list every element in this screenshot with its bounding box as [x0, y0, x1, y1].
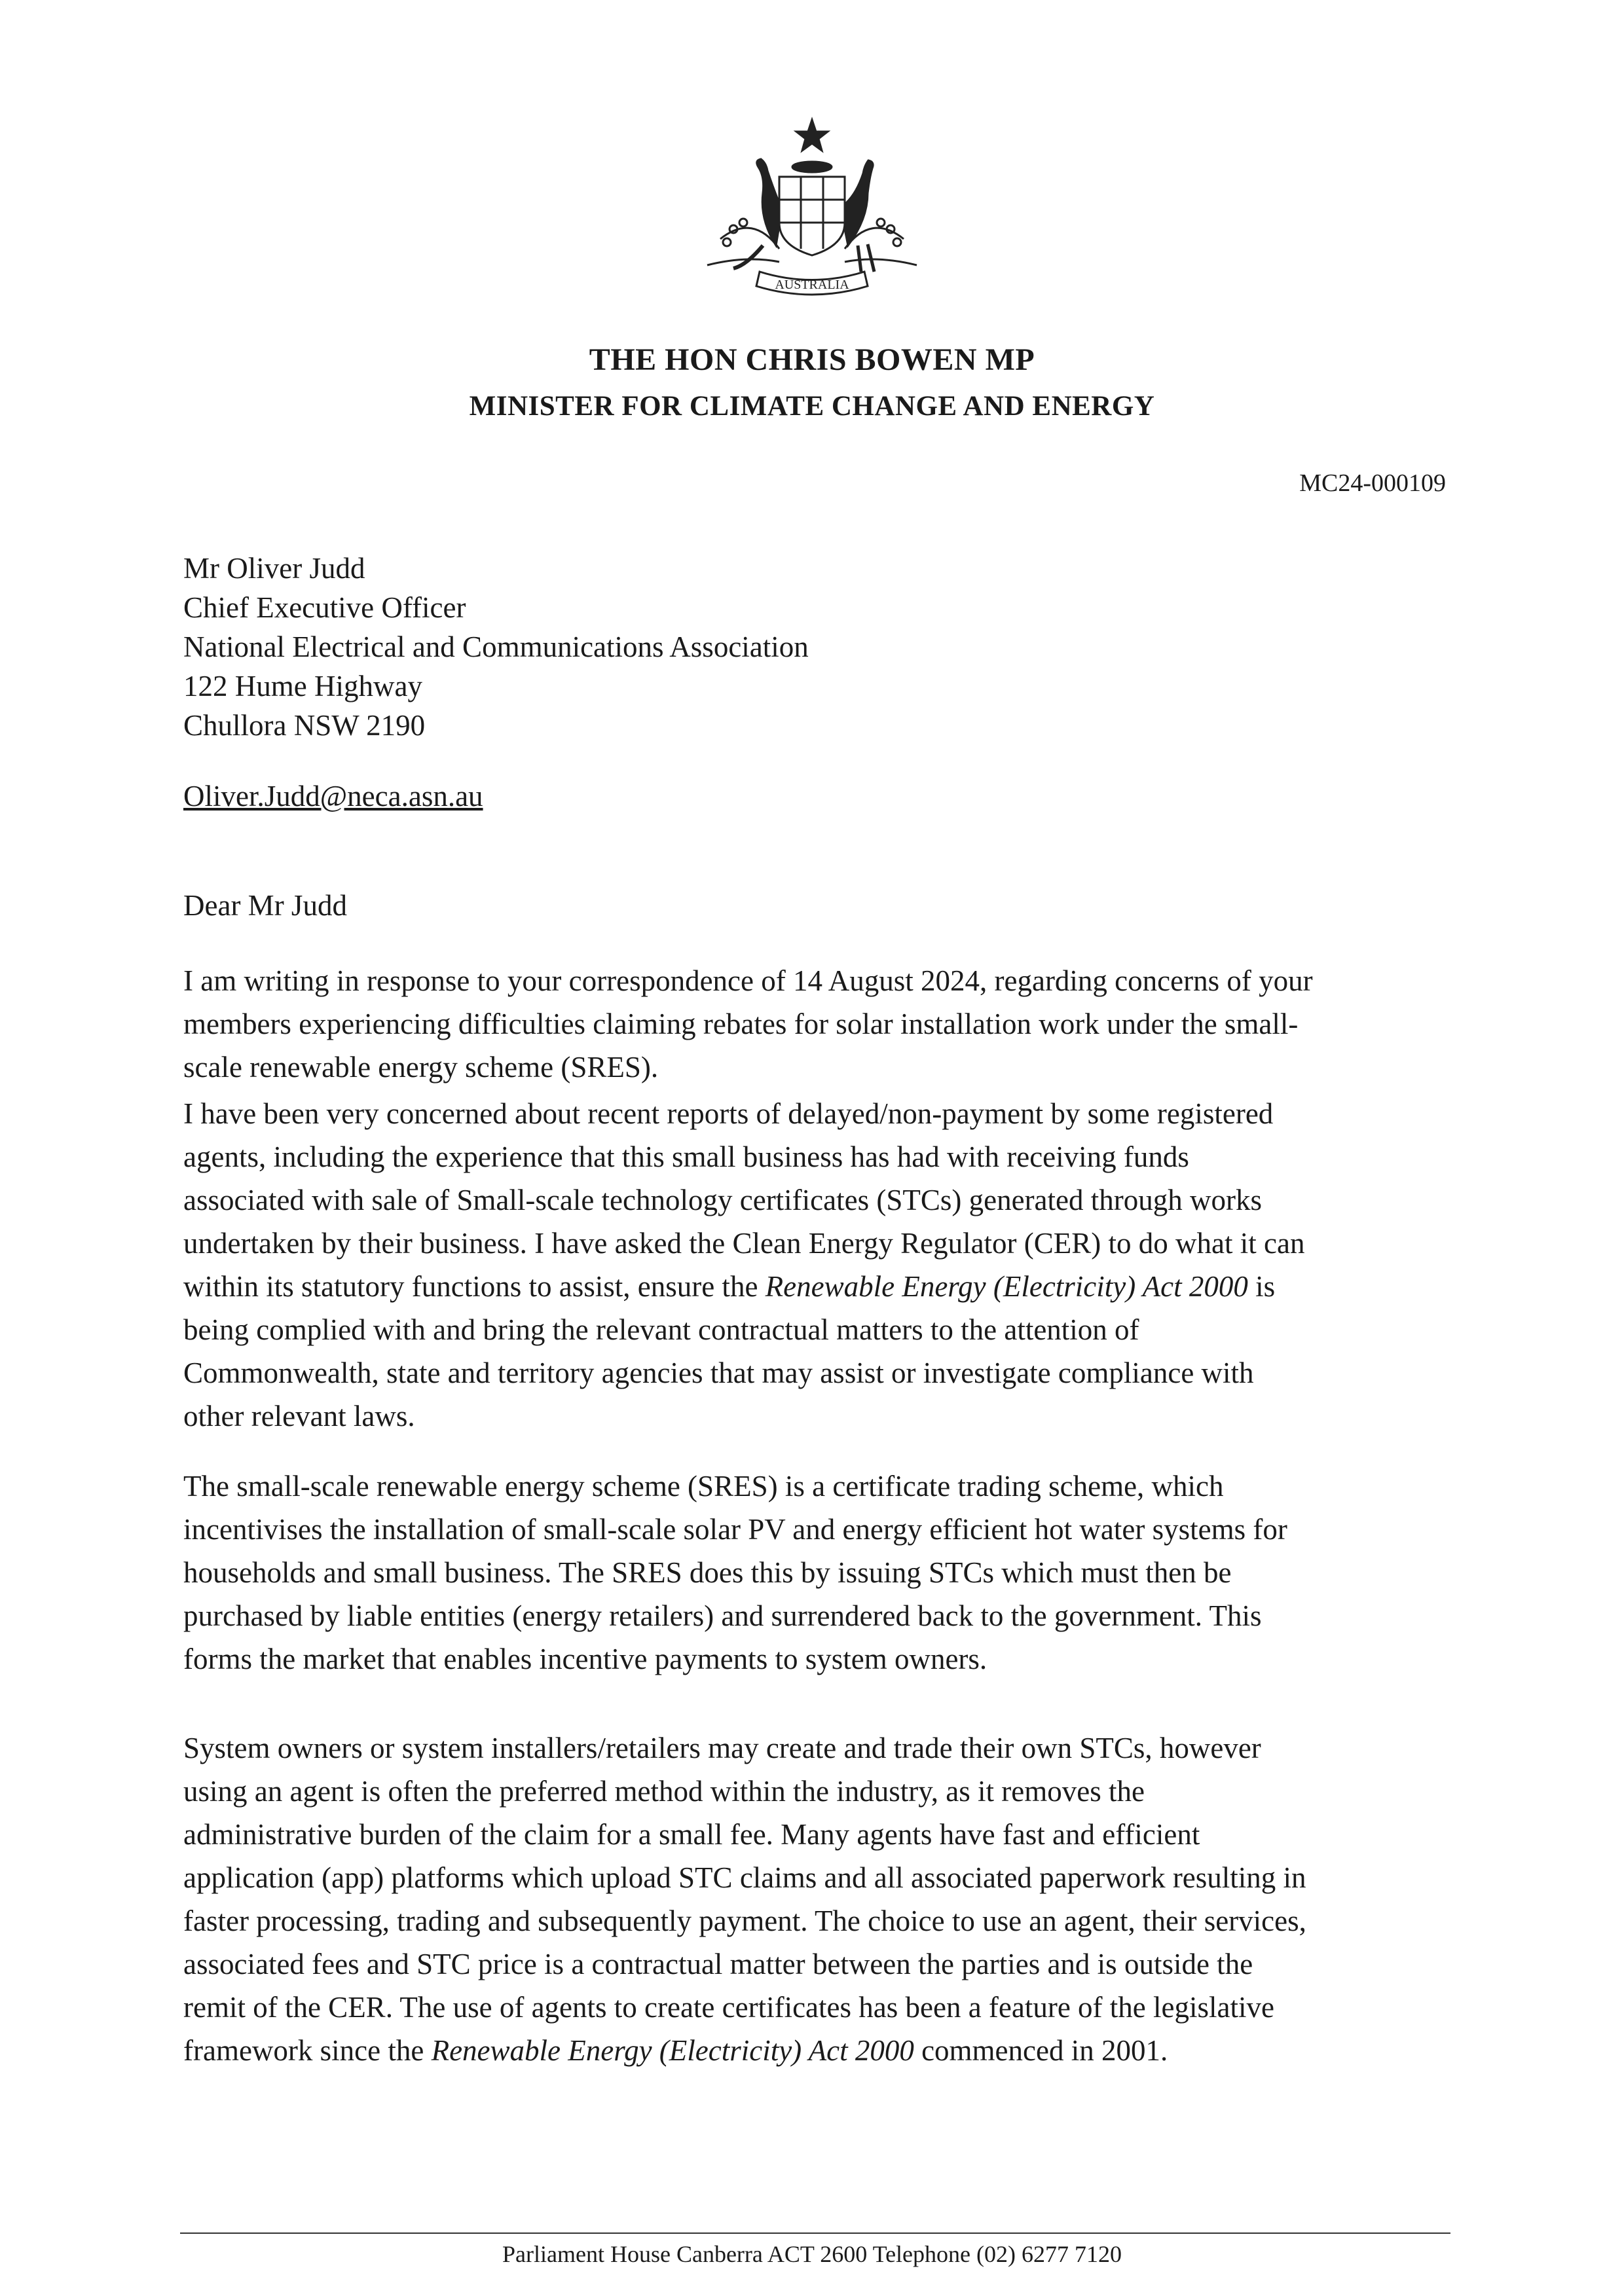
text-line: application (app) platforms which upload STC claims and all associated paperwork resulting in — [183, 1861, 1306, 1894]
text-line: other relevant laws. — [183, 1400, 415, 1432]
minister-name: THE HON CHRIS BOWEN MP — [589, 342, 1035, 377]
text-segment: is — [1247, 1270, 1276, 1303]
paragraph-1 — [183, 959, 1447, 1089]
text-segment: framework since the — [183, 2034, 432, 2067]
recipient-email-link[interactable]: Oliver.Judd@neca.asn.au — [183, 780, 483, 812]
text-line: associated fees and STC price is a contractual matter between the parties and is outside the — [183, 1948, 1253, 1980]
act-title: Renewable Energy (Electricity) Act 2000 — [431, 2034, 914, 2067]
text-line — [183, 2029, 1447, 2072]
text-line: purchased by liable entities (energy retailers) and surrendered back to the government. This — [183, 1599, 1262, 1632]
salutation: Dear Mr Judd — [183, 889, 347, 922]
footer-divider — [180, 2232, 1450, 2234]
text-line — [183, 1265, 1447, 1308]
address-line: Chullora NSW 2190 — [183, 709, 426, 742]
minister-title: MINISTER FOR CLIMATE CHANGE AND ENERGY — [469, 391, 1155, 422]
act-title: Renewable Energy (Electricity) Act 2000 — [765, 1270, 1248, 1303]
text-line: associated with sale of Small-scale technology certificates (STCs) generated through works — [183, 1184, 1262, 1216]
text-line: undertaken by their business. I have asked the Clean Energy Regulator (CER) to do what it can — [183, 1227, 1305, 1260]
text-line: using an agent is often the preferred method within the industry, as it removes the — [183, 1775, 1145, 1808]
address-line: Chief Executive Officer — [183, 591, 466, 624]
crest-scroll-text: AUSTRALIA — [775, 278, 849, 292]
text-line: remit of the CER. The use of agents to create certificates has been a feature of the legislative — [183, 1991, 1274, 2024]
text-line: forms the market that enables incentive payments to system owners. — [183, 1643, 987, 1675]
paragraph-2 — [183, 1092, 1447, 1438]
text-line: agents, including the experience that this small business has had with receiving funds — [183, 1140, 1189, 1173]
text-line: incentivises the installation of small-scale solar PV and energy efficient hot water systems for — [183, 1513, 1287, 1546]
text-line: The small-scale renewable energy scheme (SRES) is a certificate trading scheme, which — [183, 1470, 1224, 1503]
text-line: being complied with and bring the relevant contractual matters to the attention of — [183, 1313, 1139, 1346]
text-line: members experiencing difficulties claiming rebates for solar installation work under the small- — [183, 1008, 1299, 1040]
footer-address: Parliament House Canberra ACT 2600 Telephone (02) 6277 7120 — [502, 2241, 1122, 2267]
text-line: I am writing in response to your correspondence of 14 August 2024, regarding concerns of your — [183, 964, 1313, 997]
reference-number: MC24-000109 — [1299, 469, 1446, 497]
paragraph-3 — [183, 1465, 1447, 1681]
paragraph-4 — [183, 1726, 1447, 2072]
address-line: Mr Oliver Judd — [183, 552, 365, 585]
text-line: households and small business. The SRES does this by issuing STCs which must then be — [183, 1556, 1232, 1589]
coat-of-arms-icon — [681, 115, 943, 311]
recipient-address — [183, 549, 809, 745]
address-line: 122 Hume Highway — [183, 670, 422, 702]
address-line: National Electrical and Communications Association — [183, 630, 809, 663]
text-line: scale renewable energy scheme (SRES). — [183, 1051, 659, 1084]
text-line: System owners or system installers/retailers may create and trade their own STCs, however — [183, 1732, 1261, 1764]
text-segment: within its statutory functions to assist, ensure the — [183, 1270, 766, 1303]
text-segment: commenced in 2001. — [913, 2034, 1168, 2067]
text-line: I have been very concerned about recent reports of delayed/non-payment by some registered — [183, 1097, 1274, 1130]
text-line: administrative burden of the claim for a small fee. Many agents have fast and efficient — [183, 1818, 1200, 1851]
text-line: faster processing, trading and subsequently payment. The choice to use an agent, their services, — [183, 1904, 1306, 1937]
text-line: Commonwealth, state and territory agencies that may assist or investigate compliance with — [183, 1357, 1254, 1389]
